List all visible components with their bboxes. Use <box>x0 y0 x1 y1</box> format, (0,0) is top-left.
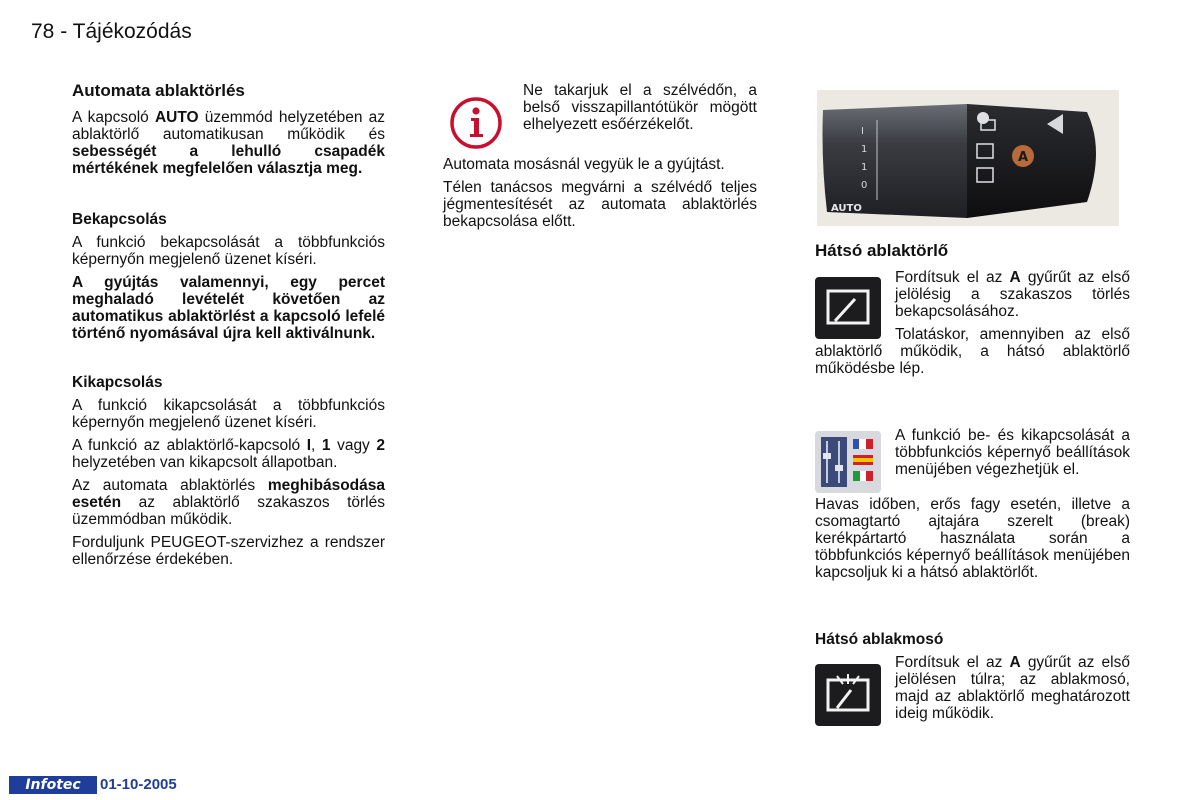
svg-text:0: 0 <box>861 180 868 191</box>
settings-menu-icon <box>815 431 881 493</box>
rear-p1-a: Fordítsuk el az <box>895 269 1010 286</box>
switch-off-positions <box>72 437 385 471</box>
intro-text-1: A kapcsoló <box>72 109 155 126</box>
off-p2-I: I <box>306 437 312 454</box>
rear-washer-text <box>895 654 1130 722</box>
rear-wiper-icon <box>815 277 881 339</box>
wiper-stalk-illustration <box>817 90 1119 226</box>
switch-on-text: A funkció bekapcsolását a többfunkciós képernyőn megjelenő üzenet kíséri. <box>72 234 385 268</box>
off-p3-a: Az automata ablaktörlés <box>72 477 268 494</box>
footer-date: 01-10-2005 <box>100 776 177 793</box>
column-automatic-wiping <box>72 82 385 574</box>
intro-bold: sebességét a lehulló csapadék mértékének megfelelően választja meg. <box>72 143 385 177</box>
switch-off-text: A funkció kikapcsolását a többfunkciós képernyőn megjelenő üzenet kíséri. <box>72 397 385 431</box>
washer-b: gyűrűt az első jelölésen túlra; az ablakmosó, majd az ablaktörlő meghatározott ideig működik. <box>895 654 1130 722</box>
off-p2-2: 2 <box>376 437 385 454</box>
off-p2-d: helyzetében van kikapcsolt állapotban. <box>72 454 338 471</box>
column-notes <box>443 82 757 236</box>
service-paragraph: Forduljunk PEUGEOT-szervizhez a rendszer ellenőrzése érdekében. <box>72 534 385 568</box>
warning-block <box>443 82 757 154</box>
snow-text: Havas időben, erős fagy esetén, illetve a csomagtartó ajtajára szerelt (break) kerékpártartó használata során a többfunkciós képernyő beállítások menüjében kapcsoljuk ki a hátsó ablaktörlőt. <box>815 496 1130 581</box>
column-rear-wiper <box>815 90 1130 728</box>
settings-row <box>815 427 1130 478</box>
svg-text:1: 1 <box>861 144 868 155</box>
settings-text: A funkció be- és kikapcsolását a többfunkciós képernyő beállítások menüjében végezhetjük el. <box>895 427 1130 478</box>
page-title: 78 - Tájékozódás <box>31 20 192 43</box>
rear-p1-ring: A <box>1009 269 1021 286</box>
intro-text-2: üzemmód helyzetében az ablaktörlő automatikusan működik és <box>72 109 385 143</box>
off-p2-b: , <box>311 437 322 454</box>
rear-p1-b: gyűrűt az első jelölésig a szakaszos törlés bekapcsolásához. <box>895 269 1130 320</box>
rear-washer-icon <box>815 664 881 726</box>
off-p3-b: az ablaktörlő szakaszos törlés üzemmódban működik. <box>72 494 385 528</box>
off-p2-a: A funkció az ablaktörlő-kapcsoló <box>72 437 307 454</box>
rear-wiper-row <box>815 269 1130 377</box>
info-warning-icon <box>449 96 503 150</box>
infotec-logo: Infotec <box>9 776 97 794</box>
washer-a: Fordítsuk el az <box>895 654 1010 671</box>
section-title-automatic-wiping: Automata ablaktörlés <box>72 81 245 100</box>
subtitle-rear-washer: Hátsó ablakmosó <box>815 631 944 648</box>
subtitle-switch-on: Bekapcsolás <box>72 211 167 228</box>
off-p2-c: vagy <box>330 437 377 454</box>
section-title-rear-wiper: Hátsó ablaktörlő <box>815 241 949 260</box>
svg-text:1: 1 <box>861 162 868 173</box>
svg-text:I: I <box>861 126 864 137</box>
off-p3-bold: meghibásodása esetén <box>72 477 385 511</box>
malfunction-paragraph <box>72 477 385 528</box>
photo-ring-label: A <box>1018 150 1029 165</box>
intro-auto: AUTO <box>154 109 199 126</box>
rear-wiper-text <box>895 269 1130 320</box>
photo-auto-label: AUTO <box>831 203 862 214</box>
car-wash-note: Automata mosásnál vegyük le a gyújtást. <box>443 156 725 173</box>
rear-washer-row <box>815 654 1130 722</box>
off-p2-1: 1 <box>321 437 331 454</box>
winter-note: Télen tanácsos megvárni a szélvédő teljes jégmentesítését az automata ablaktörlés bekapcsolása előtt. <box>443 179 757 230</box>
subtitle-switch-off: Kikapcsolás <box>72 374 163 391</box>
switch-on-bold-text: A gyújtás valamennyi, egy percet meghaladó levételét követően az automatikus ablaktörlést a kapcsoló lefelé történő nyomásával újra kell aktiválnunk. <box>72 274 385 342</box>
intro-paragraph <box>72 109 385 177</box>
warning-text: Ne takarjuk el a szélvédőn, a belső visszapillantótükör mögött elhelyezett esőérzékelőt. <box>523 82 757 133</box>
washer-ring: A <box>1009 654 1021 671</box>
reverse-text-content: Tolatáskor, amennyiben az első ablaktörlő működik, a hátsó ablaktörlő működésbe lép. <box>815 326 1130 377</box>
wiper-stalk-photo <box>817 90 1119 226</box>
